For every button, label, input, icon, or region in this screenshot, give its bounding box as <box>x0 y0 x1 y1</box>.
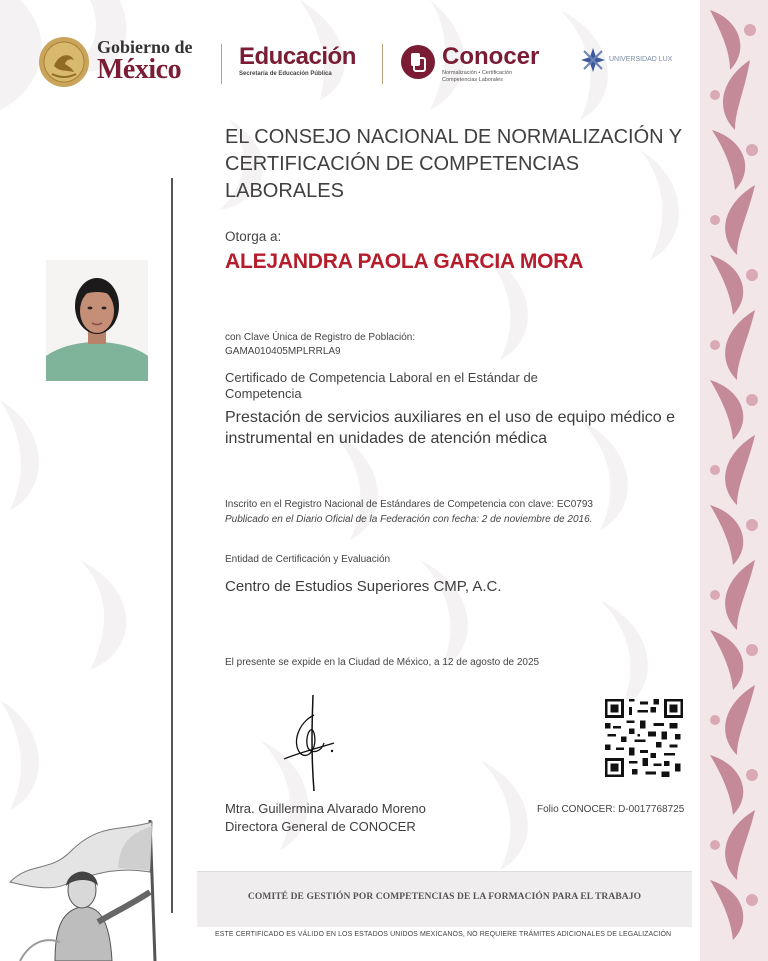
gobierno-line1: Gobierno de <box>97 37 193 57</box>
coat-of-arms-icon <box>38 36 90 88</box>
entity-label: Entidad de Certificación y Evaluación <box>225 554 391 565</box>
issuer-title-line1: EL CONSEJO NACIONAL DE NORMALIZACIÓN Y <box>225 126 683 148</box>
issuer-title <box>225 124 695 205</box>
decorative-side-band <box>700 0 768 961</box>
registry-text: Inscrito en el Registro Nacional de Estándares de Competencia con clave: EC0793 <box>225 499 593 510</box>
certificate-type-line1: Certificado de Competencia Laboral en el Estándar de <box>225 370 538 385</box>
certificate-type-label <box>225 370 565 402</box>
educacion-logo <box>239 44 356 78</box>
entity-name: Centro de Estudios Superiores CMP, A.C. <box>225 578 502 595</box>
conocer-logo-text <box>442 44 539 83</box>
header-logos <box>0 30 700 100</box>
conocer-logo-icon <box>400 44 436 80</box>
lux-star-icon <box>579 46 607 74</box>
folio-number: Folio CONOCER: D-0017768725 <box>537 804 685 815</box>
gobierno-line2: México <box>97 54 182 85</box>
qr-code-icon <box>605 699 683 777</box>
curp-value: GAMA010405MPLRRLA9 <box>225 346 341 357</box>
educacion-title: Educación <box>239 43 356 70</box>
certificate-type-line2: Competencia <box>225 386 302 401</box>
publication-text: Publicado en el Diario Oficial de la Federación con fecha: 2 de noviembre de 2016. <box>225 514 593 525</box>
signer-title: Directora General de CONOCER <box>225 819 416 834</box>
handwritten-signature <box>278 693 348 793</box>
validity-notice: ESTE CERTIFICADO ES VÁLIDO EN LOS ESTADOS UNIDOS MEXICANOS, NO REQUIERE TRÁMITES ADICIONALES DE LEGALIZACIÓN <box>215 931 672 938</box>
recipient-photo <box>46 260 148 381</box>
educacion-subtitle: Secretaría de Educación Pública <box>239 71 332 77</box>
competency-standard-name: Prestación de servicios auxiliares en el uso de equipo médico e instrumental en unidades de atención médica <box>225 409 676 447</box>
gobierno-de-mexico-logo <box>97 38 193 84</box>
logo-separator <box>382 44 383 84</box>
issue-date-text: El presente se expide en la Ciudad de México, a 12 de agosto de 2025 <box>225 657 540 668</box>
signer-name: Mtra. Guillermina Alvarado Moreno <box>225 801 426 816</box>
portrait-image <box>46 260 148 381</box>
recipient-name: ALEJANDRA PAOLA GARCIA MORA <box>225 250 584 273</box>
logo-separator <box>221 44 222 84</box>
vertical-divider <box>171 178 173 913</box>
issuer-title-line2: CERTIFICACIÓN DE COMPETENCIAS LABORALES <box>225 153 580 202</box>
lux-text: UNIVERSIDAD LUX <box>609 56 673 63</box>
awarded-to-label: Otorga a: <box>225 229 282 244</box>
conocer-title: Conocer <box>442 43 540 70</box>
curp-label: con Clave Única de Registro de Población: <box>225 332 416 343</box>
committee-band <box>197 871 692 927</box>
floral-band-pattern <box>700 0 768 961</box>
conocer-subtitle-1: Normalización • Certificación <box>442 70 513 76</box>
committee-text: COMITÉ DE GESTIÓN POR COMPETENCIAS DE LA FORMACIÓN PARA EL TRABAJO <box>247 892 642 902</box>
conocer-subtitle-2: Competencias Laborales <box>442 76 503 83</box>
flag-bearer-illustration <box>0 812 170 961</box>
